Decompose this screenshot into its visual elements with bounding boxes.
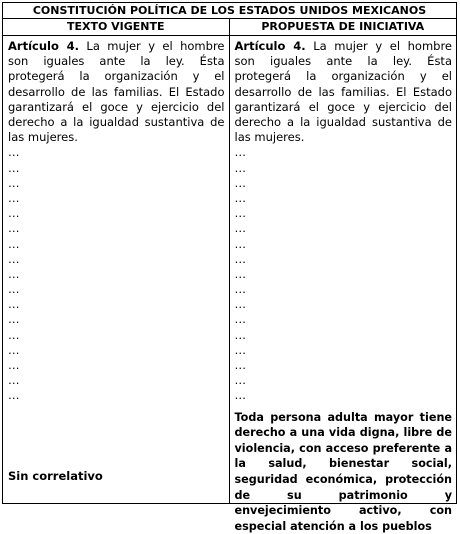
ellipsis-line: … xyxy=(234,190,246,205)
ellipsis-line: … xyxy=(8,327,20,342)
proposed-new-paragraph: Toda persona adulta mayor tiene derecho a una vida digna, libre de violencia, con acceso preferente a la salud, bienestar social, seguridad económica, protección de su patrimonio y envejecimiento activo, con especial atención a los pueblos xyxy=(234,410,452,533)
ellipsis-line: … xyxy=(234,312,246,327)
article-text: La mujer y el hombre son iguales ante la ley. Ésta protegerá la organización y el desarrollo de las familias. El Estado garantizará el goce y ejercicio del derecho a la igualdad sustantiva de las mujeres. xyxy=(234,39,452,145)
ellipsis-line: … xyxy=(234,221,246,236)
ellipsis-line: … xyxy=(234,327,246,342)
ellipsis-list xyxy=(8,145,225,403)
ellipsis-line: … xyxy=(234,145,246,160)
ellipsis-line: … xyxy=(8,175,20,190)
ellipsis-line: … xyxy=(234,373,246,388)
ellipsis-line: … xyxy=(8,373,20,388)
ellipsis-line: … xyxy=(8,358,20,373)
ellipsis-line: … xyxy=(234,236,246,251)
ellipsis-line: … xyxy=(8,221,20,236)
ellipsis-line: … xyxy=(234,175,246,190)
ellipsis-line: … xyxy=(234,251,246,266)
ellipsis-line: … xyxy=(8,297,20,312)
ellipsis-line: … xyxy=(234,358,246,373)
ellipsis-line: … xyxy=(8,236,20,251)
ellipsis-line: … xyxy=(234,342,246,357)
ellipsis-line: … xyxy=(8,342,20,357)
ellipsis-line: … xyxy=(234,206,246,221)
article-label: Artículo 4. xyxy=(8,39,79,53)
table-title: CONSTITUCIÓN POLÍTICA DE LOS ESTADOS UNIDOS MEXICANOS xyxy=(3,3,456,19)
article-paragraph xyxy=(235,39,453,145)
ellipsis-line: … xyxy=(8,312,20,327)
ellipsis-line: … xyxy=(8,160,20,175)
current-text-column xyxy=(3,36,230,504)
header-row xyxy=(3,19,456,36)
no-correlative-label: Sin correlativo xyxy=(8,469,103,483)
ellipsis-line: … xyxy=(8,282,20,297)
article-text: La mujer y el hombre son iguales ante la ley. Ésta protegerá la organización y el desarrollo de las familias. El Estado garantizará el goce y ejercicio del derecho a la igualdad sustantiva de las mujeres. xyxy=(8,39,225,145)
header-proposal: PROPUESTA DE INICIATIVA xyxy=(261,20,425,33)
ellipsis-line: … xyxy=(234,282,246,297)
ellipsis-line: … xyxy=(8,145,20,160)
ellipsis-line: … xyxy=(8,388,20,403)
ellipsis-line: … xyxy=(234,266,246,281)
article-paragraph xyxy=(8,39,225,145)
ellipsis-line: … xyxy=(8,251,20,266)
ellipsis-line: … xyxy=(8,190,20,205)
ellipsis-line: … xyxy=(234,388,246,403)
ellipsis-line: … xyxy=(8,206,20,221)
header-current-text: TEXTO VIGENTE xyxy=(3,19,230,35)
ellipsis-line: … xyxy=(234,297,246,312)
ellipsis-list xyxy=(235,145,453,403)
ellipsis-line: … xyxy=(234,160,246,175)
article-label: Artículo 4. xyxy=(234,39,306,53)
proposal-column xyxy=(230,36,457,533)
body-row xyxy=(3,36,456,533)
comparison-table xyxy=(2,2,457,533)
ellipsis-line: … xyxy=(8,266,20,281)
